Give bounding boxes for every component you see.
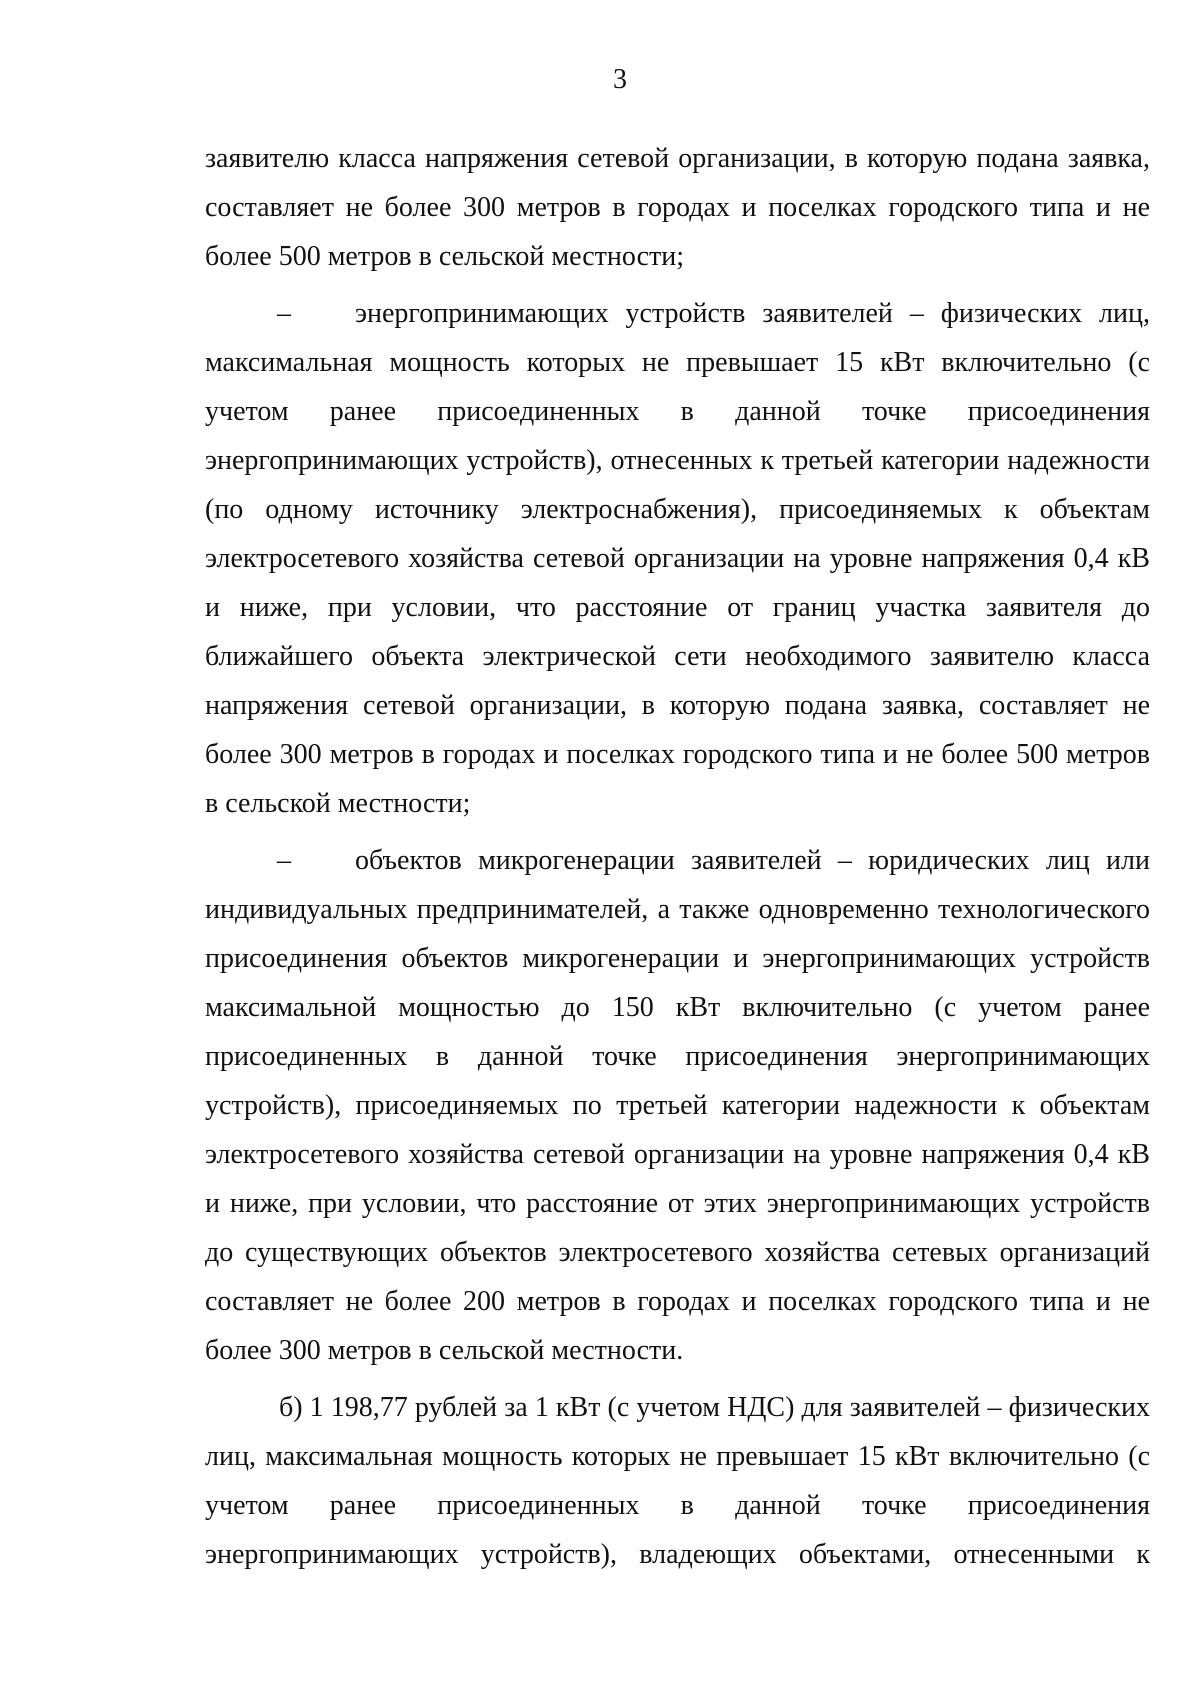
text-line: присоединенных в данной точке присоединения энергопринимающих (205, 1041, 1150, 1072)
text-line: в сельской местности; (205, 788, 471, 819)
document-body (205, 134, 1150, 1579)
text-line: электросетевого хозяйства сетевой организации на уровне напряжения 0,4 кВ (205, 543, 1150, 574)
text-line: максимальная мощность которых не превышает 15 кВт включительно (с (205, 347, 1150, 378)
text-line: энергопринимающих устройств), отнесенных к третьей категории надежности (205, 445, 1150, 476)
list-item-dash-line (205, 289, 1150, 338)
text-line: более 300 метров в городах и поселках городского типа и не более 500 метров (205, 739, 1150, 770)
text-line: и ниже, при условии, что расстояние от этих энергопринимающих устройств (205, 1188, 1150, 1219)
text-line: энергопринимающих устройств), владеющих объектами, отнесенными к (205, 1539, 1150, 1570)
text-line: составляет не более 300 метров в городах и поселках городского типа и не (205, 192, 1150, 223)
text-line: устройств), присоединяемых по третьей категории надежности к объектам (205, 1090, 1150, 1121)
text-line: более 500 метров в сельской местности; (205, 241, 685, 272)
text-line: электросетевого хозяйства сетевой организации на уровне напряжения 0,4 кВ (205, 1139, 1150, 1170)
text-line: напряжения сетевой организации, в которую подана заявка, составляет не (205, 690, 1150, 721)
text-line: более 300 метров в сельской местности. (205, 1335, 684, 1366)
text-line: максимальной мощностью до 150 кВт включительно (с учетом ранее (205, 992, 1150, 1023)
text-line: б) 1 198,77 рублей за 1 кВт (с учетом НДС) для заявителей – физических (279, 1392, 1150, 1423)
text-line: энергопринимающих устройств заявителей – физических лиц, (355, 298, 1150, 329)
text-line: (по одному источнику электроснабжения), присоединяемых к объектам (205, 494, 1150, 525)
list-dash: – (277, 845, 291, 876)
text-line: индивидуальных предпринимателей, а также одновременно технологического (205, 894, 1150, 925)
list-dash: – (277, 298, 291, 329)
text-line: до существующих объектов электросетевого хозяйства сетевых организаций (205, 1237, 1150, 1268)
list-item-dash-line (205, 836, 1150, 885)
text-line: заявителю класса напряжения сетевой организации, в которую подана заявка, (205, 143, 1150, 174)
text-line: учетом ранее присоединенных в данной точке присоединения (205, 396, 1150, 427)
text-line: лиц, максимальная мощность которых не превышает 15 кВт включительно (с (205, 1441, 1150, 1472)
text-line: учетом ранее присоединенных в данной точке присоединения (205, 1490, 1150, 1521)
text-line: ближайшего объекта электрической сети необходимого заявителю класса (205, 641, 1150, 672)
text-line: объектов микрогенерации заявителей – юридических лиц или (355, 845, 1150, 876)
text-line: присоединения объектов микрогенерации и энергопринимающих устройств (205, 943, 1150, 974)
text-line: составляет не более 200 метров в городах и поселках городского типа и не (205, 1286, 1150, 1317)
text-line: и ниже, при условии, что расстояние от границ участка заявителя до (205, 592, 1150, 623)
page-number: 3 (613, 64, 627, 95)
